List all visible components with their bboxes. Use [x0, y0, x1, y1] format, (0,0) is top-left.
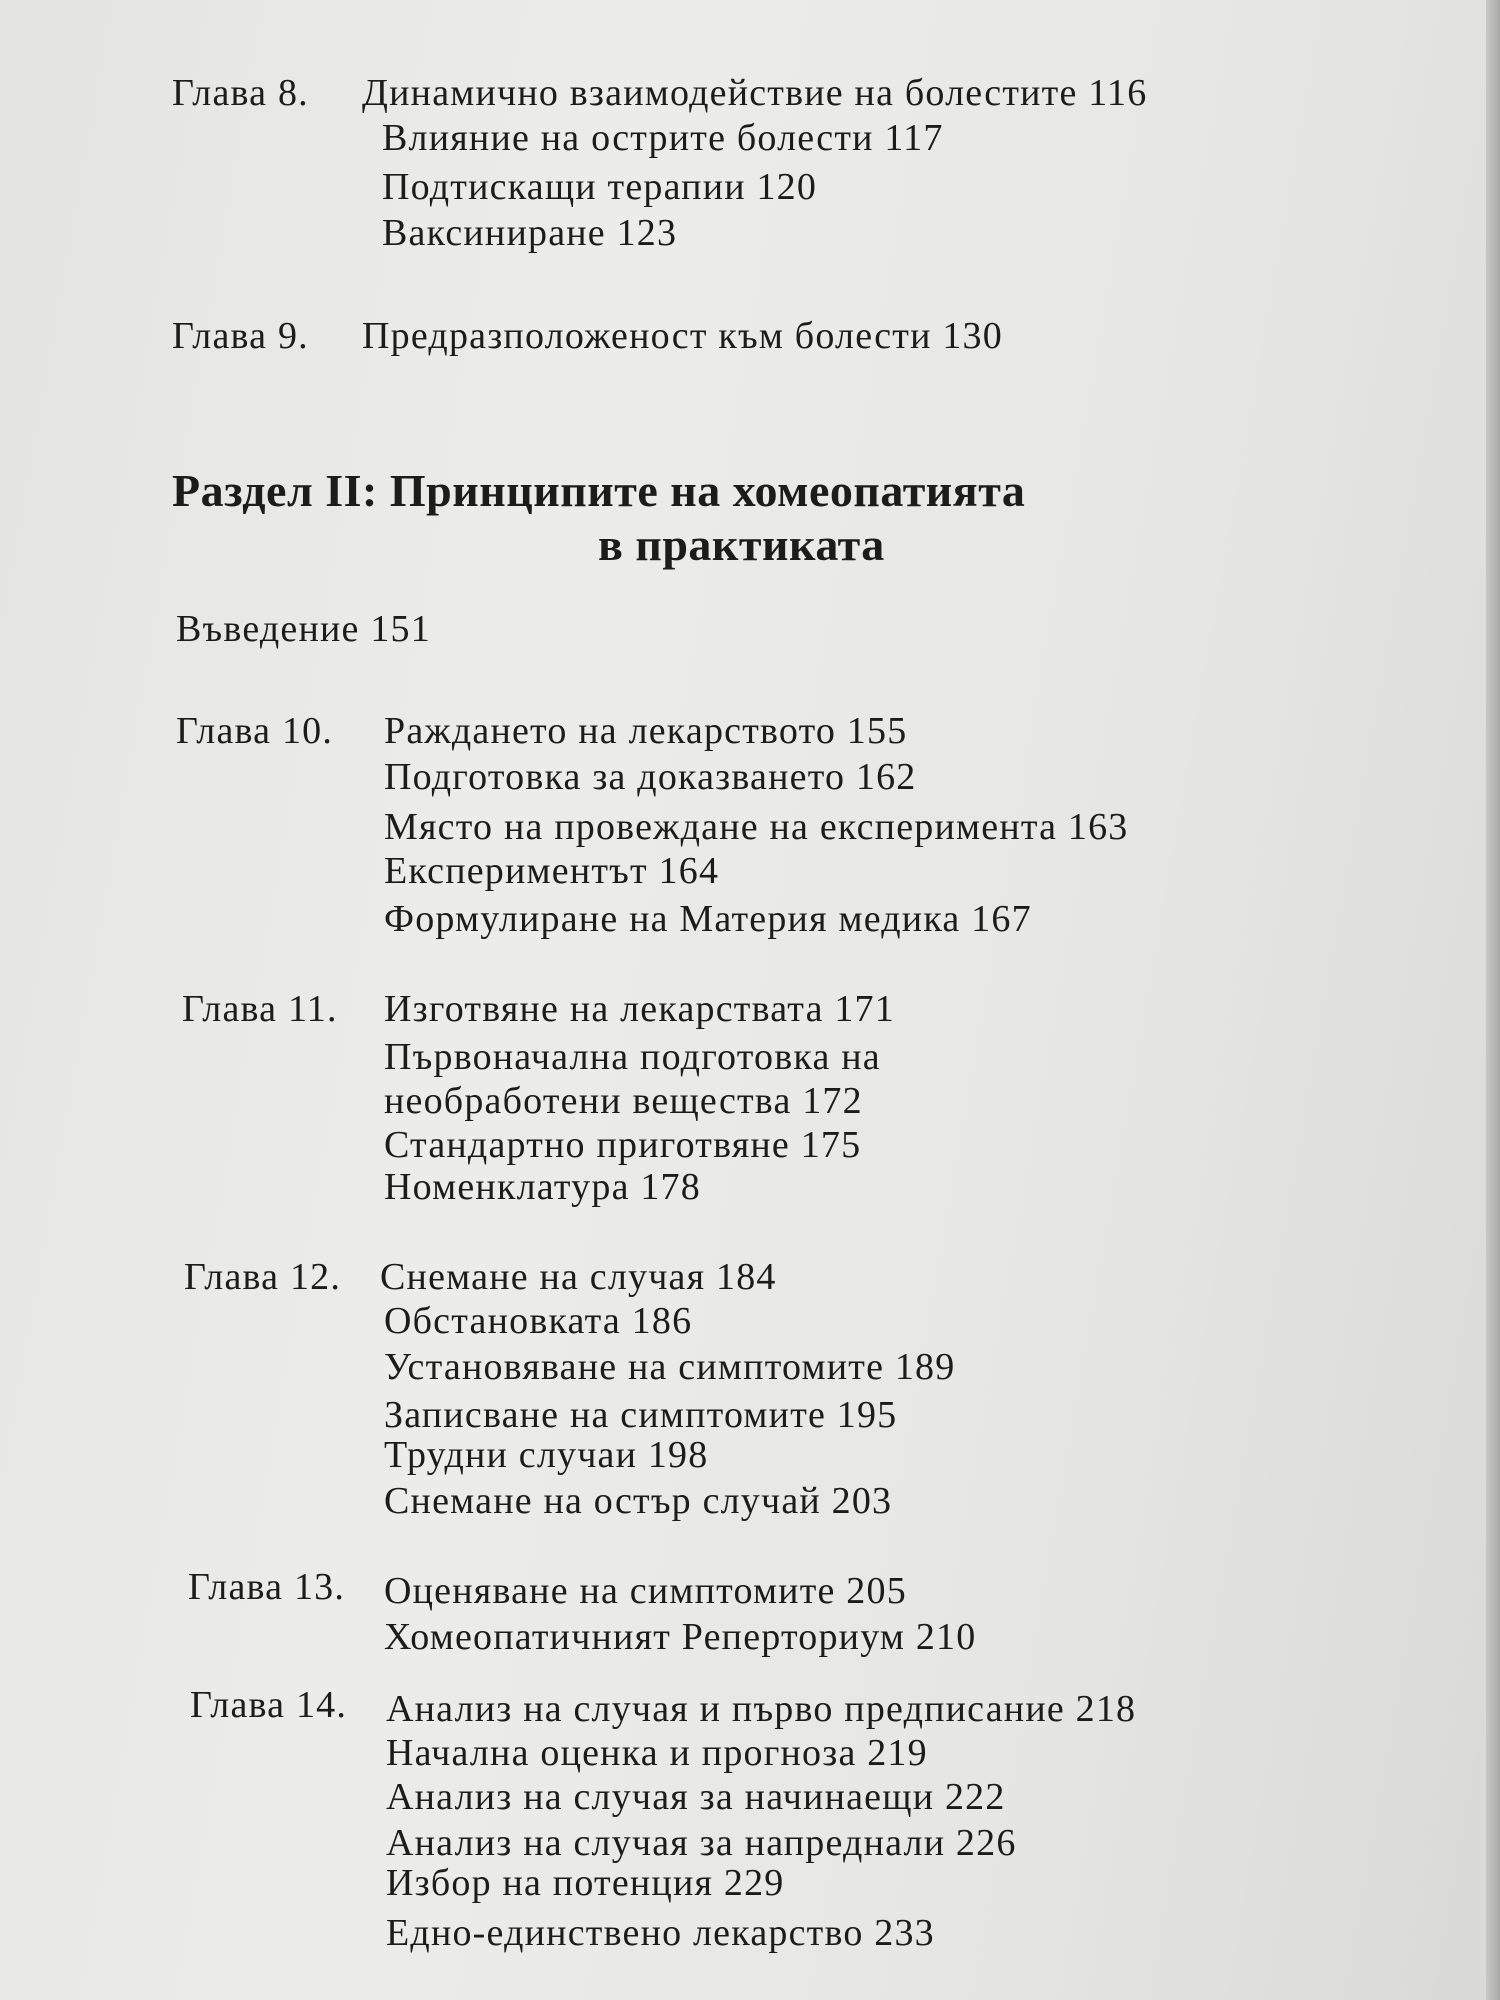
chapter-title: Анализ на случая и първо предписание 218: [386, 1688, 1137, 1730]
section-heading-line2: в практиката: [598, 519, 885, 570]
chapter-title: Изготвяне на лекарствата 171: [384, 988, 895, 1030]
subsection: Избор на потенция 229: [386, 1862, 785, 1904]
subsection: Подтискащи терапии 120: [382, 166, 818, 208]
chapter-label: Глава 11.: [182, 988, 338, 1030]
chapter-label: Глава 9.: [172, 315, 309, 357]
subsection: Снемане на остър случай 203: [384, 1480, 893, 1522]
subsection: Трудни случаи 198: [384, 1434, 709, 1476]
page-edge: [1486, 0, 1500, 2000]
chapter-title: Оценяване на симптомите 205: [384, 1570, 907, 1612]
chapter-title: Предразположеност към болести 130: [362, 315, 1003, 357]
subsection: Анализ на случая за напреднали 226: [386, 1822, 1017, 1864]
chapter-title: Раждането на лекарството 155: [384, 710, 908, 752]
chapter-label: Глава 12.: [184, 1256, 342, 1298]
subsection: Подготовка за доказването 162: [384, 756, 917, 798]
chapter-label: Глава 8.: [172, 72, 309, 114]
subsection: Анализ на случая за начинаещи 222: [386, 1776, 1006, 1818]
subsection: Ваксиниране 123: [382, 212, 678, 254]
chapter-label: Глава 14.: [190, 1684, 348, 1726]
introduction-entry: Въведение 151: [176, 608, 431, 650]
subsection: Начална оценка и прогноза 219: [386, 1732, 928, 1774]
subsection: Формулиране на Материя медика 167: [384, 898, 1032, 940]
subsection: Номенклатура 178: [384, 1166, 701, 1208]
subsection: Експериментът 164: [384, 850, 720, 892]
section-heading-line1: Раздел II: Принципите на хомеопатията: [172, 465, 1026, 516]
subsection: Място на провеждане на експеримента 163: [384, 806, 1129, 848]
chapter-label: Глава 10.: [176, 710, 334, 752]
chapter-title: Динамично взаимодействие на болестите 116: [362, 72, 1148, 114]
subsection: Установяване на симптомите 189: [384, 1346, 956, 1388]
subsection: Едно-единствено лекарство 233: [386, 1912, 935, 1954]
chapter-title: Снемане на случая 184: [380, 1256, 777, 1298]
chapter-label: Глава 13.: [188, 1566, 346, 1608]
subsection: Първоначална подготовка на: [384, 1036, 881, 1078]
subsection: необработени вещества 172: [384, 1080, 863, 1122]
subsection: Обстановката 186: [384, 1300, 693, 1342]
subsection: Стандартно приготвяне 175: [384, 1124, 862, 1166]
subsection: Влияние на острите болести 117: [382, 117, 944, 159]
subsection: Записване на симптомите 195: [384, 1394, 898, 1436]
subsection: Хомеопатичният Реперториум 210: [384, 1616, 977, 1658]
